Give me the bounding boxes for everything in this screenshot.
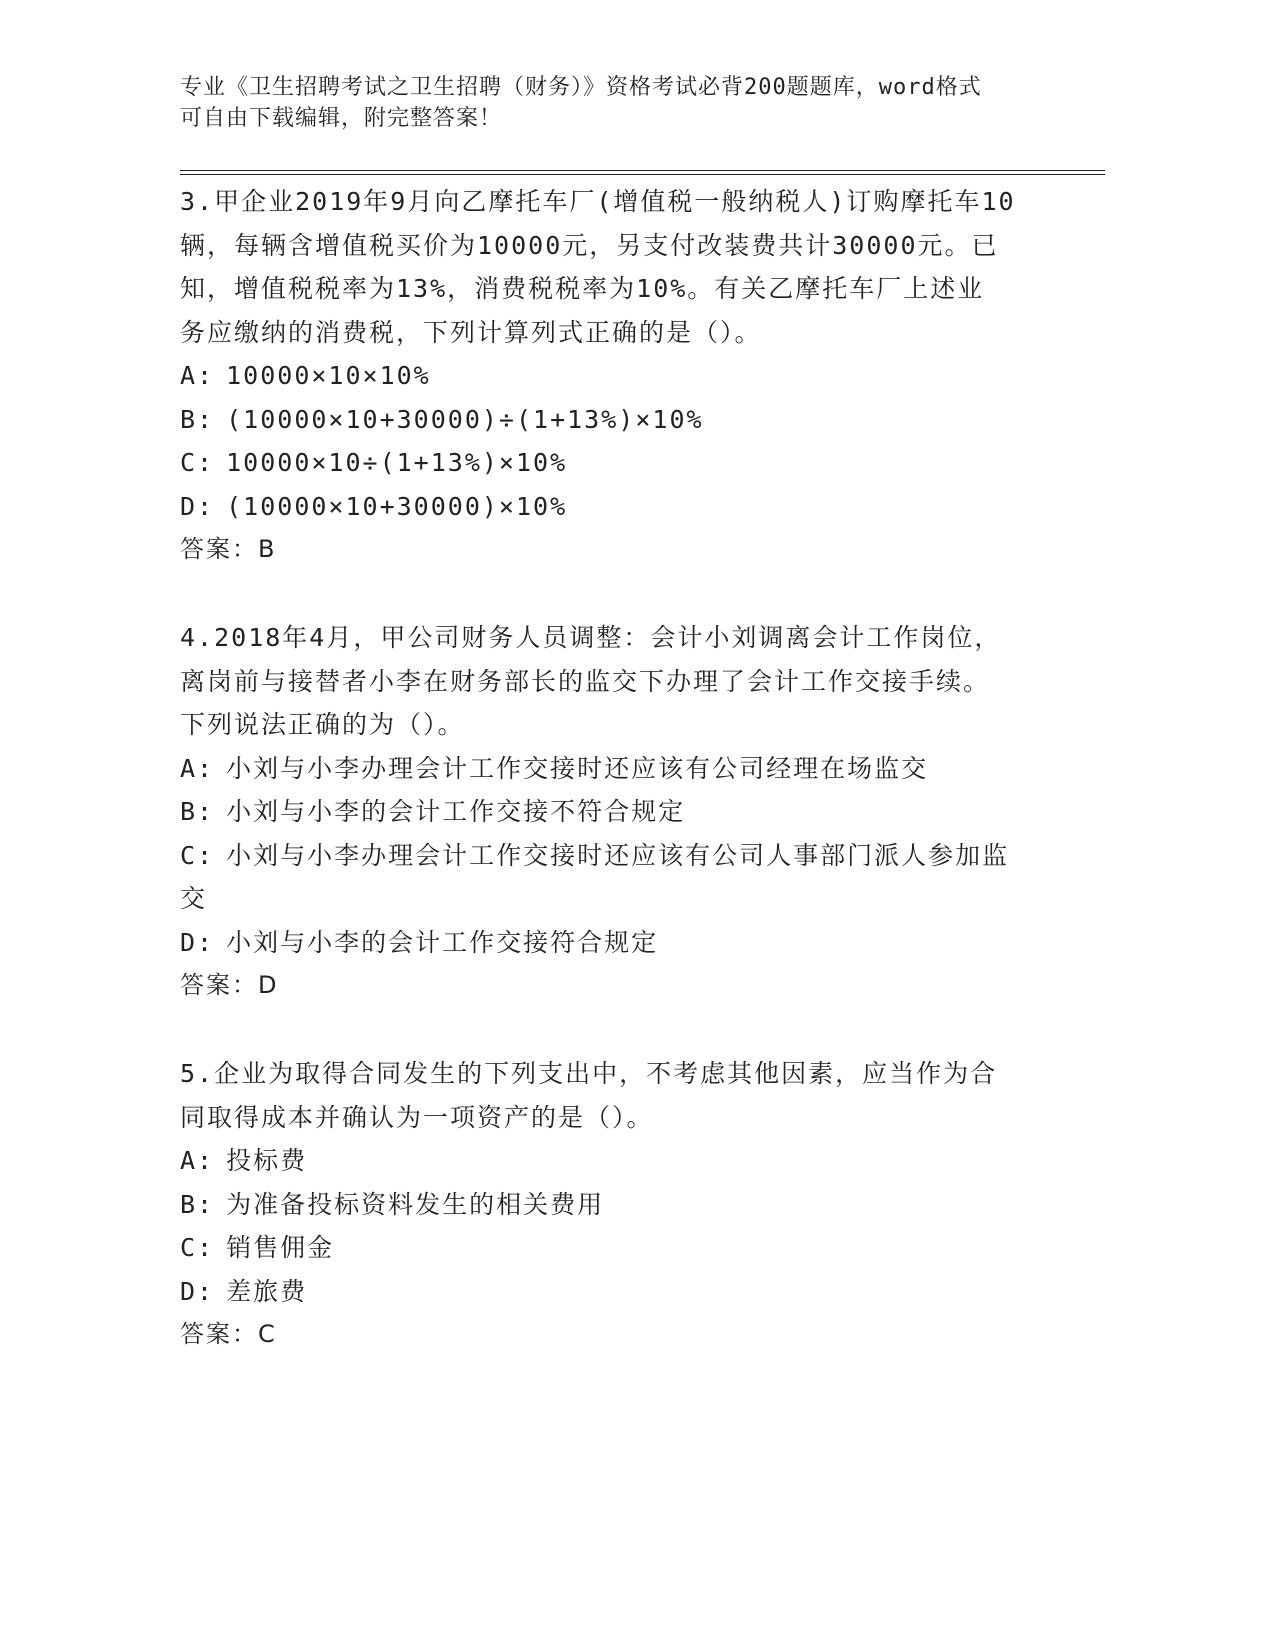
question-5 — [180, 1052, 1040, 1357]
option-d — [180, 485, 1040, 529]
header-line-2: 可自由下载编辑，附完整答案！ — [180, 106, 503, 131]
option-text: 销售佣金 — [226, 1233, 335, 1262]
header-line-1: 专业《卫生招聘考试之卫生招聘（财务）》资格考试必背200题题库，word格式 — [180, 75, 982, 100]
question-4 — [180, 616, 1040, 1008]
document-header — [180, 72, 1060, 134]
stem-line: 3.甲企业2019年9月向乙摩托车厂(增值税一般纳税人)订购摩托车10 — [180, 187, 1016, 216]
option-label: D: — [180, 491, 215, 521]
option-label: C: — [180, 448, 215, 477]
option-text: (10000×10+30000)×10% — [226, 491, 568, 521]
question-3 — [180, 180, 1040, 572]
question-stem — [180, 1052, 1040, 1139]
option-label: B: — [180, 797, 215, 826]
option-text: 差旅费 — [226, 1276, 308, 1306]
option-text: 投标费 — [226, 1146, 308, 1175]
stem-line: 同取得成本并确认为一项资产的是（）。 — [180, 1102, 654, 1132]
option-c — [180, 834, 1040, 921]
option-a — [180, 354, 1040, 398]
option-b — [180, 790, 1040, 834]
answer: 答案：C — [180, 1320, 277, 1348]
option-label: C: — [180, 1233, 215, 1262]
option-label: D: — [180, 1276, 215, 1306]
option-label: D: — [180, 927, 215, 957]
option-line — [180, 834, 1040, 878]
option-d — [180, 921, 1040, 965]
option-text: 小刘与小李的会计工作交接不符合规定 — [226, 797, 686, 826]
option-label: A: — [180, 753, 215, 783]
option-text: 10000×10×10% — [226, 361, 431, 390]
option-a — [180, 1139, 1040, 1183]
header-divider-bottom — [180, 174, 1105, 175]
option-text: 小刘与小李办理会计工作交接时还应该有公司经理在场监交 — [226, 753, 929, 783]
option-label: C: — [180, 840, 215, 870]
option-text: 小刘与小李办理会计工作交接时还应该有公司人事部门派人参加监 — [226, 840, 1010, 870]
option-text: 为准备投标资料发生的相关费用 — [226, 1189, 605, 1219]
option-text: 小刘与小李的会计工作交接符合规定 — [226, 927, 659, 957]
header-divider-top — [180, 170, 1105, 171]
stem-line: 辆，每辆含增值税买价为10000元，另支付改装费共计30000元。已 — [180, 230, 999, 260]
option-b — [180, 398, 1040, 442]
stem-line: 知，增值税税率为13%，消费税税率为10%。有关乙摩托车厂上述业 — [180, 274, 985, 303]
option-b — [180, 1183, 1040, 1227]
question-stem — [180, 616, 1040, 747]
stem-line: 务应缴纳的消费税，下列计算列式正确的是（）。 — [180, 317, 762, 347]
stem-line: 4.2018年4月，甲公司财务人员调整：会计小刘调离会计工作岗位， — [180, 623, 1002, 652]
stem-line: 5.企业为取得合同发生的下列支出中，不考虑其他因素，应当作为合 — [180, 1059, 998, 1088]
option-c — [180, 1226, 1040, 1270]
option-label: B: — [180, 1189, 215, 1219]
answer: 答案：D — [180, 971, 279, 999]
question-stem — [180, 180, 1040, 354]
option-c — [180, 441, 1040, 485]
answer: 答案：B — [180, 535, 277, 563]
option-text: (10000×10+30000)÷(1+13%)×10% — [226, 404, 704, 434]
stem-line: 离岗前与接替者小李在财务部长的监交下办理了会计工作交接手续。 — [180, 666, 991, 696]
option-label: A: — [180, 1146, 215, 1175]
option-label: A: — [180, 361, 215, 390]
option-a — [180, 747, 1040, 791]
option-line: 交 — [180, 884, 208, 913]
option-text: 10000×10÷(1+13%)×10% — [226, 448, 568, 477]
option-d — [180, 1270, 1040, 1314]
stem-line: 下列说法正确的为（）。 — [180, 710, 465, 739]
option-label: B: — [180, 404, 215, 434]
